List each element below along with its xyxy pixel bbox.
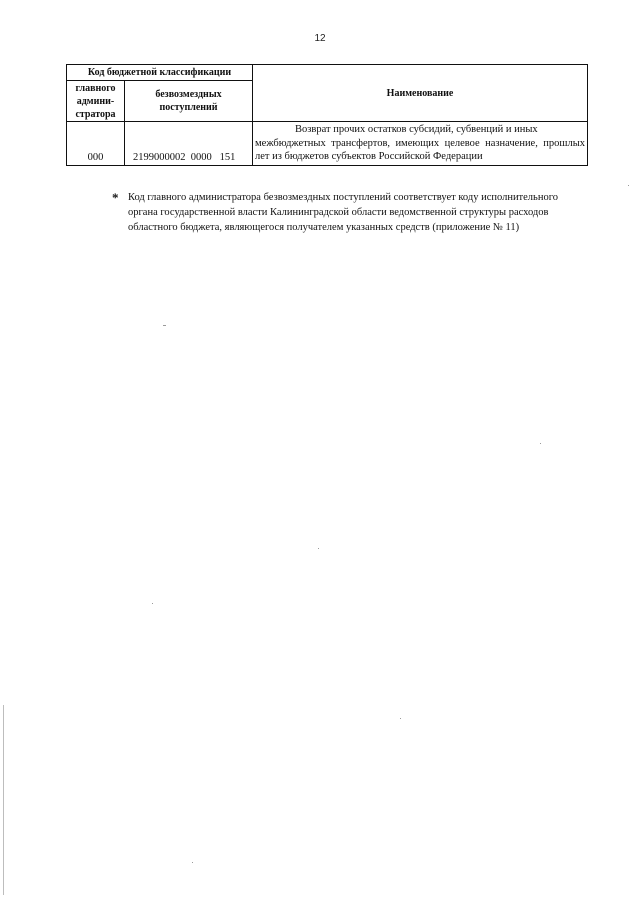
footnote-marker: * [112,190,119,205]
header-budget-code: Код бюджетной классификации [67,65,253,81]
scan-speck [318,548,319,549]
scan-speck [192,862,193,863]
header-revenue-line2: поступлений [159,102,218,113]
header-name: Наименование [253,65,588,122]
header-main-administrator [67,81,125,122]
table-row [67,122,588,166]
description-rest: межбюджетных трансфертов, имеющих целевое назначение, прошлых лет из бюджетов субъектов Российской Федерации [255,137,586,162]
header-admin-line1: главного [75,82,116,94]
footnote [112,190,582,235]
header-gratuitous-revenues [125,81,253,122]
admin-code-cell: 000 [67,122,125,166]
header-admin-line2: админи- [76,95,115,107]
header-revenue-line1: безвозмездных [155,89,222,100]
scan-speck [163,325,166,326]
scan-speck [540,443,541,444]
scan-edge [3,705,4,895]
revenue-code-cell: 2199000002 0000 151 [125,122,253,166]
page-number: 12 [314,33,326,44]
scan-speck [628,185,629,186]
scan-speck [152,603,153,604]
footnote-text: Код главного администратора безвозмездных поступлений соответствует коду исполнительного органа государственной власти Калининградской области ведомственной структуры расходов областного бюджета, являющегося получателем указанных средств (приложение № 11) [128,192,559,233]
description-cell [253,122,588,166]
scan-speck [400,718,401,719]
description-first-line: Возврат прочих остатков субсидий, субвенций и иных [295,124,538,135]
budget-classification-table [66,64,588,166]
header-admin-line3: стратора [75,108,116,120]
